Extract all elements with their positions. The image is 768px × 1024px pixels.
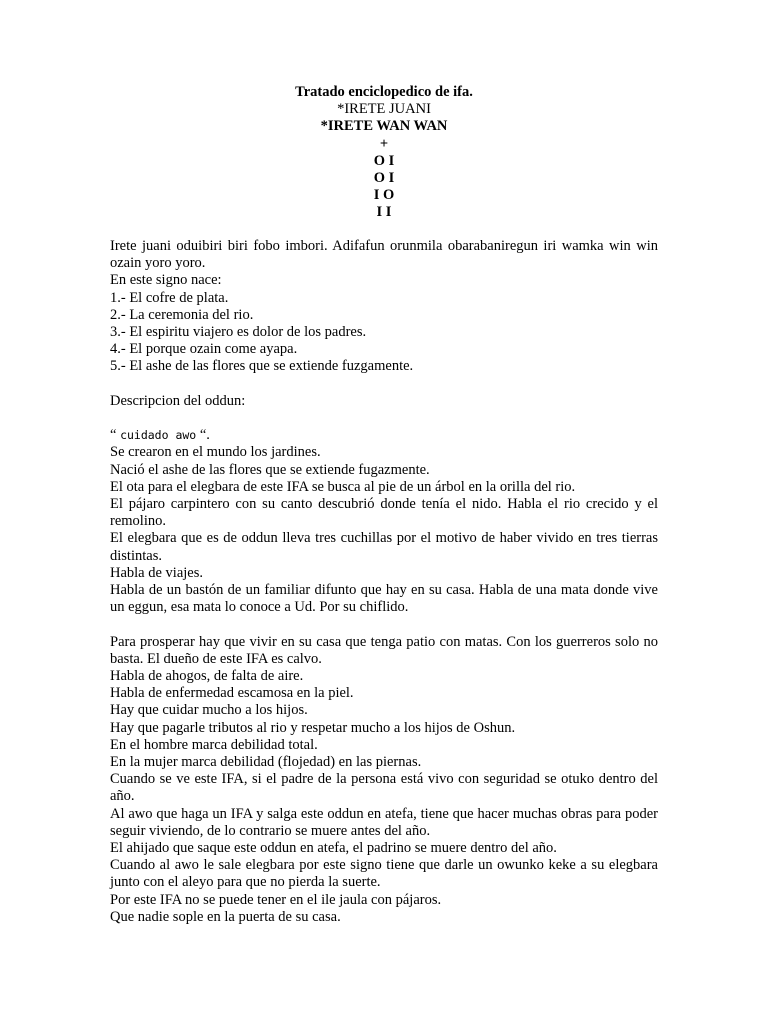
sign-row-4: I I (376, 204, 392, 221)
consejo-line: Por este IFA no se puede tener en el ile jaula con pájaros. (110, 891, 442, 908)
consejo-line: Que nadie sople en la puerta de su casa. (110, 908, 341, 925)
sign-row-2: O I (373, 170, 395, 187)
sign-name-primary: *IRETE JUANI (337, 101, 431, 118)
nace-item: 1.- El cofre de plata. (110, 289, 229, 306)
descripcion-line: Nació el ashe de las flores que se extiende fugazmente. (110, 461, 430, 478)
consejo-line: Para prosperar hay que vivir en su casa que tenga patio con matas. Con los guerreros solo no basta. El dueño de este IFA es calvo. (110, 633, 658, 667)
consejo-line: Hay que pagarle tributos al rio y respetar mucho a los hijos de Oshun. (110, 719, 516, 736)
descripcion-heading: Descripcion del oddun: (110, 392, 246, 409)
quote-open: “ (110, 427, 121, 444)
quote-line (110, 427, 658, 444)
descripcion-line: El pájaro carpintero con su canto descubrió donde tenía el nido. Habla el rio crecido y el remolino. (110, 496, 658, 530)
consejo-line: Al awo que haga un IFA y salga este oddun en atefa, tiene que hacer muchas obras para poder seguir viviendo, de lo contrario se muere antes del año. (110, 805, 658, 839)
sign-row-1: O I (373, 152, 395, 169)
spacer (110, 410, 658, 427)
sign-mark: + (379, 135, 389, 152)
descripcion-line: El elegbara que es de oddun lleva tres cuchillas por el motivo de haber vivido en tres tierras distintas. (110, 530, 658, 564)
consejo-line: Cuando se ve este IFA, si el padre de la persona está vivo con seguridad se otuko dentro del año. (110, 771, 658, 805)
spacer (110, 616, 658, 633)
consejo-line: Cuando al awo le sale elegbara por este signo tiene que darle un owunko keke a su elegbara junto con el aleyo para que no pierda la suerte. (110, 857, 658, 891)
descripcion-line: Habla de un bastón de un familiar difunto que hay en su casa. Habla de una mata donde vive un eggun, esa mata lo conoce a Ud. Por su chiflido. (110, 582, 658, 616)
nace-item: 4.- El porque ozain come ayapa. (110, 341, 298, 358)
nace-item: 3.- El espiritu viajero es dolor de los padres. (110, 324, 367, 341)
nace-item: 5.- El ashe de las flores que se extiende fuzgamente. (110, 358, 414, 375)
consejo-line: Habla de enfermedad escamosa en la piel. (110, 685, 354, 702)
consejo-line: Habla de ahogos, de falta de aire. (110, 668, 304, 685)
consejo-line: Hay que cuidar mucho a los hijos. (110, 702, 308, 719)
quote-text: cuidado awo (120, 428, 197, 443)
nace-heading: En este signo nace: (110, 272, 222, 289)
document-title: Tratado enciclopedico de ifa. (295, 84, 473, 100)
descripcion-line: Se crearon en el mundo los jardines. (110, 444, 321, 461)
intro-paragraph: Irete juani oduibiri biri fobo imbori. Adifafun orunmila obarabaniregun iri wamka win win ozain yoro yoro. (110, 238, 658, 272)
document-body (110, 238, 658, 926)
sign-name-secondary: *IRETE WAN WAN (320, 118, 448, 135)
spacer (110, 376, 658, 393)
consejo-line: El ahijado que saque este oddun en atefa, el padrino se muere dentro del año. (110, 840, 557, 857)
consejo-line: En la mujer marca debilidad (flojedad) en las piernas. (110, 754, 422, 771)
descripcion-line: Habla de viajes. (110, 564, 204, 581)
document-header (0, 84, 768, 222)
consejo-line: En el hombre marca debilidad total. (110, 736, 318, 753)
quote-close: “. (196, 427, 210, 444)
nace-item: 2.- La ceremonia del rio. (110, 306, 254, 323)
sign-row-3: I O (373, 187, 395, 204)
descripcion-line: El ota para el elegbara de este IFA se busca al pie de un árbol en la orilla del rio. (110, 478, 576, 495)
